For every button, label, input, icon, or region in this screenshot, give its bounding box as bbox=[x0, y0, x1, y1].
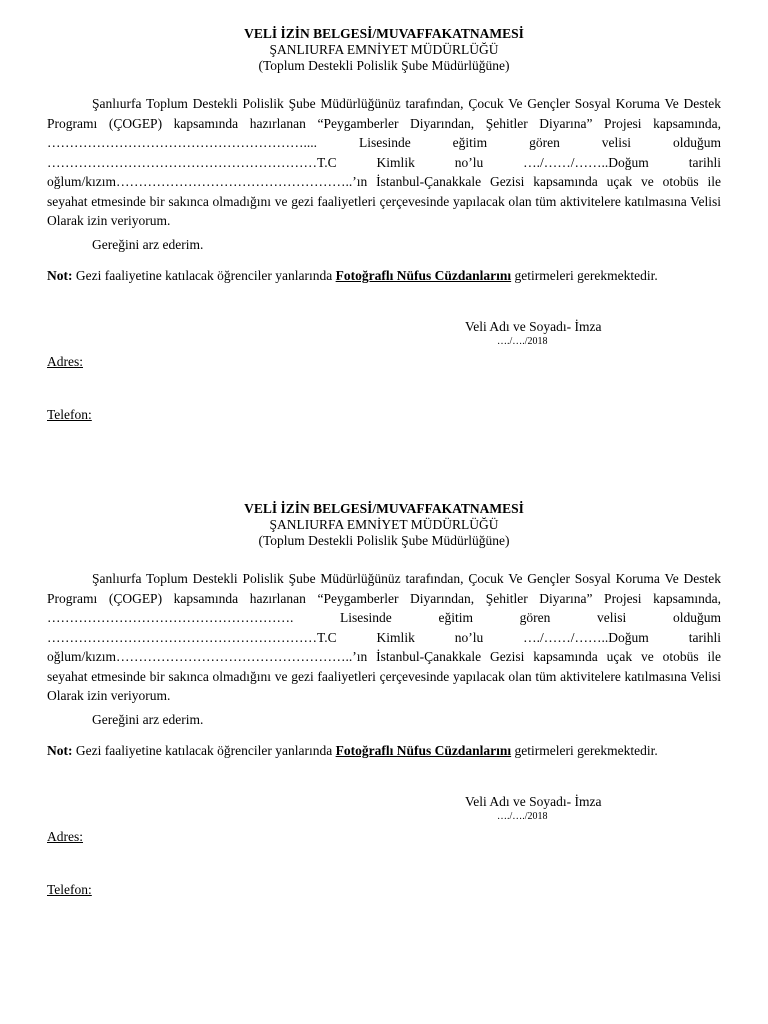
form-title: VELİ İZİN BELGESİ/MUVAFFAKATNAMESİ bbox=[244, 501, 524, 516]
note-text-end: getirmeleri gerekmektedir. bbox=[511, 743, 658, 758]
phone-label: Telefon: bbox=[47, 406, 92, 422]
consent-paragraph: Şanlıurfa Toplum Destekli Polislik Şube Müdürlüğünüz tarafından, Çocuk Ve Gençler Sosyal Koruma Ve Destek Programı (ÇOGEP) kapsamında hazırlanan “Peygamberler Diyarından, Şehitler Diyarına” Projesi kapsamında, ………………………………………………….... Lisesinde eğitim gören velisi olduğum ……………………………………………………T.C Kimlik no’lu …./……/……..Doğum tarihli oğlum/kızım……………………………………………..’ın İstanbul-Çanakkale Gezisi kapsamında uçak ve otobüs ile seyahat etmesinde bir sakınca olmadığını ve gezi faaliyetleri çerçevesinde yapılacak olan tüm aktivitelere katılmasına Velisi Olarak izin veriyorum. bbox=[47, 96, 721, 228]
note-text-end: getirmeleri gerekmektedir. bbox=[511, 268, 658, 283]
note-paragraph bbox=[47, 741, 721, 761]
note-text-start: Gezi faaliyetine katılacak öğrenciler yanlarında bbox=[72, 743, 336, 758]
note-paragraph bbox=[47, 266, 721, 286]
address-label: Adres: bbox=[47, 353, 83, 369]
organization-name: ŞANLIURFA EMNİYET MÜDÜRLÜĞÜ bbox=[269, 517, 499, 532]
department-name: (Toplum Destekli Polislik Şube Müdürlüğüne) bbox=[258, 533, 510, 548]
address-label: Adres: bbox=[47, 828, 83, 844]
organization-name: ŞANLIURFA EMNİYET MÜDÜRLÜĞÜ bbox=[269, 42, 499, 57]
permission-form-2 bbox=[47, 501, 721, 898]
note-emphasis: Fotoğraflı Nüfus Cüzdanlarını bbox=[335, 268, 512, 283]
signature-date: …./…./2018 bbox=[497, 335, 548, 347]
signature-date: …./…./2018 bbox=[497, 810, 548, 822]
signature-label: Veli Adı ve Soyadı- İmza bbox=[465, 318, 602, 334]
signature-label: Veli Adı ve Soyadı- İmza bbox=[465, 793, 602, 809]
permission-form-1 bbox=[47, 26, 721, 423]
note-emphasis: Fotoğraflı Nüfus Cüzdanlarını bbox=[335, 743, 512, 758]
note-text-start: Gezi faaliyetine katılacak öğrenciler yanlarında bbox=[72, 268, 336, 283]
regards-line: Gereğini arz ederim. bbox=[92, 711, 204, 727]
signature-block bbox=[465, 794, 705, 824]
department-name: (Toplum Destekli Polislik Şube Müdürlüğüne) bbox=[258, 58, 510, 73]
note-label: Not: bbox=[47, 268, 73, 283]
consent-paragraph: Şanlıurfa Toplum Destekli Polislik Şube Müdürlüğünüz tarafından, Çocuk Ve Gençler Sosyal Koruma Ve Destek Programı (ÇOGEP) kapsamında hazırlanan “Peygamberler Diyarından, Şehitler Diyarına” Projesi kapsamında, ………………………………………………. Lisesinde eğitim gören velisi olduğum ……………………………………………………T.C Kimlik no’lu …./……/……..Doğum tarihli oğlum/kızım……………………………………………..’ın İstanbul-Çanakkale Gezisi kapsamında uçak ve otobüs ile seyahat etmesinde bir sakınca olmadığını ve gezi faaliyetleri çerçevesinde yapılacak olan tüm aktivitelere katılmasına Velisi Olarak izin veriyorum. bbox=[47, 571, 721, 703]
signature-block bbox=[465, 319, 705, 349]
note-label: Not: bbox=[47, 743, 73, 758]
regards-line: Gereğini arz ederim. bbox=[92, 236, 204, 252]
phone-label: Telefon: bbox=[47, 881, 92, 897]
form-title: VELİ İZİN BELGESİ/MUVAFFAKATNAMESİ bbox=[244, 26, 524, 41]
